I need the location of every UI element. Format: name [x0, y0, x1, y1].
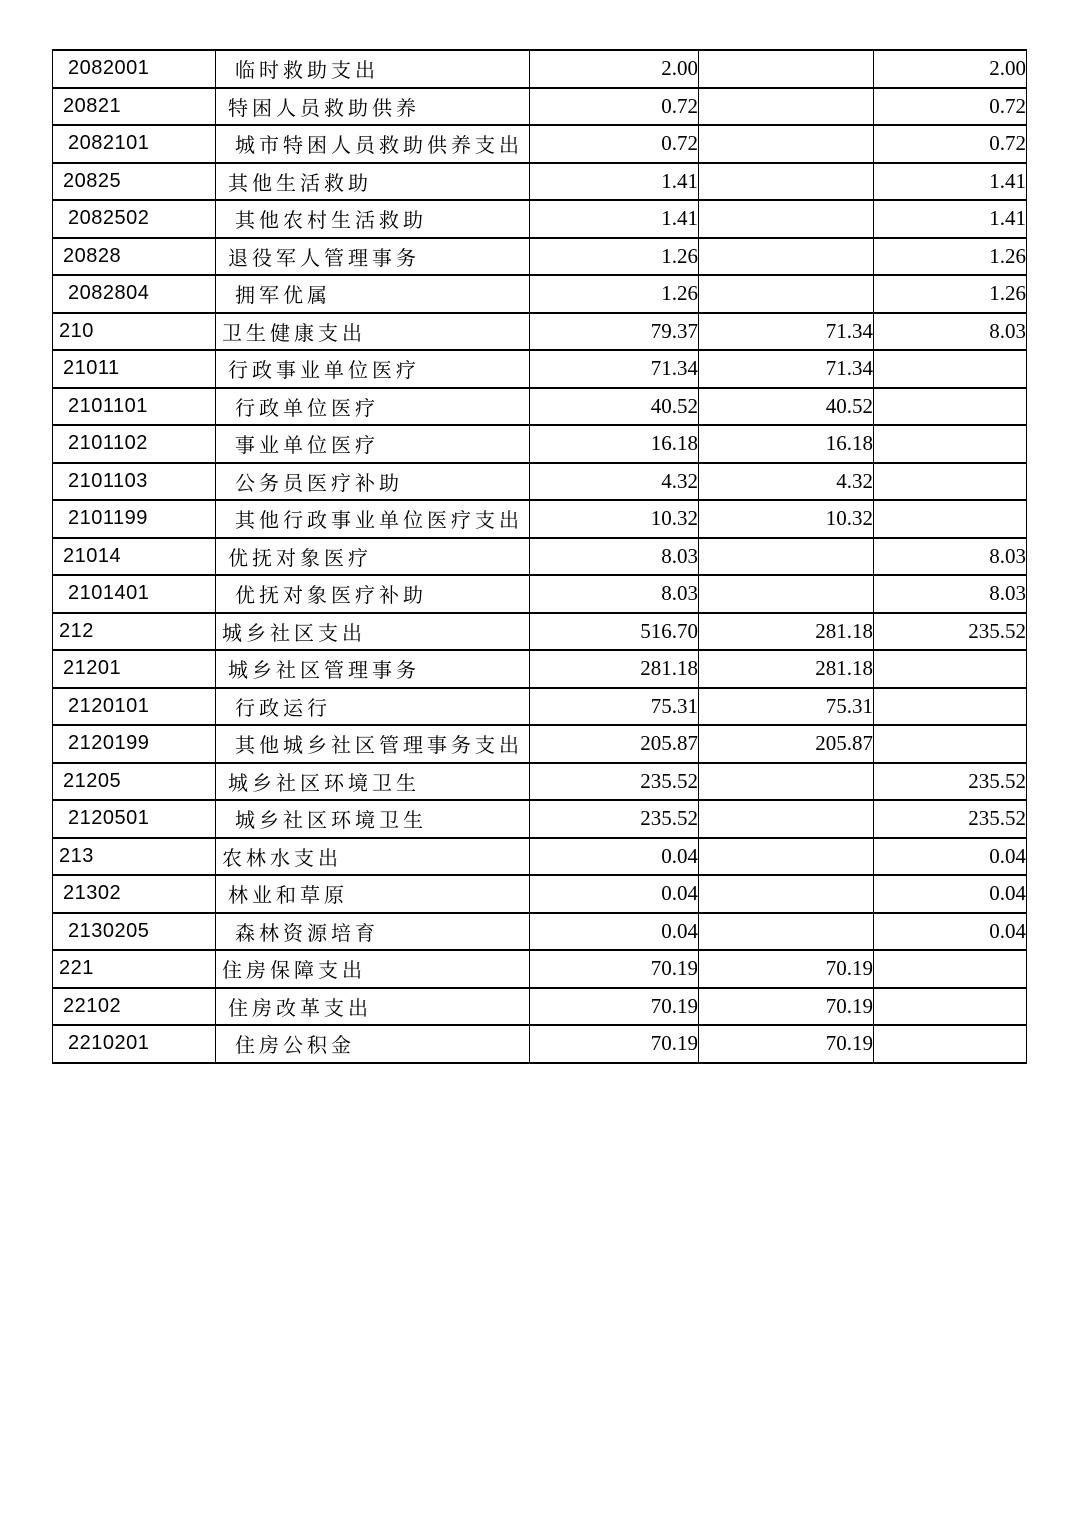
name-cell: 住房保障支出 [216, 950, 530, 988]
code-cell: 21011 [53, 350, 216, 388]
code-cell: 21205 [53, 763, 216, 801]
amount1-cell: 70.19 [530, 988, 699, 1026]
amount1-cell: 0.04 [530, 913, 699, 951]
table-row [53, 163, 1027, 201]
name-cell: 农林水支出 [216, 838, 530, 876]
amount2-cell [699, 575, 874, 613]
amount1-cell: 235.52 [530, 763, 699, 801]
amount2-cell: 70.19 [699, 1025, 874, 1063]
amount1-cell: 16.18 [530, 425, 699, 463]
amount3-cell: 0.72 [874, 88, 1027, 126]
amount3-cell: 0.04 [874, 913, 1027, 951]
code-cell: 2101199 [53, 500, 216, 538]
code-cell: 20828 [53, 238, 216, 276]
amount1-cell: 1.41 [530, 200, 699, 238]
code-cell: 2130205 [53, 913, 216, 951]
name-cell: 行政运行 [216, 688, 530, 726]
amount3-cell [874, 950, 1027, 988]
amount2-cell: 16.18 [699, 425, 874, 463]
name-cell: 优抚对象医疗补助 [216, 575, 530, 613]
amount2-cell: 281.18 [699, 613, 874, 651]
table-row [53, 50, 1027, 88]
amount1-cell: 205.87 [530, 725, 699, 763]
amount2-cell: 10.32 [699, 500, 874, 538]
name-cell: 城乡社区环境卫生 [216, 763, 530, 801]
table-row [53, 200, 1027, 238]
amount1-cell: 0.04 [530, 875, 699, 913]
code-cell: 2210201 [53, 1025, 216, 1063]
amount2-cell [699, 50, 874, 88]
amount2-cell: 40.52 [699, 388, 874, 426]
name-cell: 拥军优属 [216, 275, 530, 313]
code-cell: 2101101 [53, 388, 216, 426]
table-row [53, 238, 1027, 276]
amount3-cell [874, 425, 1027, 463]
amount2-cell: 205.87 [699, 725, 874, 763]
table-row [53, 538, 1027, 576]
code-cell: 2101102 [53, 425, 216, 463]
name-cell: 城乡社区管理事务 [216, 650, 530, 688]
name-cell: 其他行政事业单位医疗支出 [216, 500, 530, 538]
table-row [53, 125, 1027, 163]
table-row [53, 313, 1027, 351]
name-cell: 其他城乡社区管理事务支出 [216, 725, 530, 763]
table-row [53, 88, 1027, 126]
amount3-cell: 1.41 [874, 200, 1027, 238]
amount1-cell: 1.26 [530, 238, 699, 276]
amount3-cell: 0.04 [874, 838, 1027, 876]
table-row [53, 463, 1027, 501]
amount1-cell: 1.41 [530, 163, 699, 201]
table-row [53, 725, 1027, 763]
amount3-cell: 1.26 [874, 238, 1027, 276]
name-cell: 其他农村生活救助 [216, 200, 530, 238]
amount1-cell: 10.32 [530, 500, 699, 538]
table-row [53, 350, 1027, 388]
amount1-cell: 75.31 [530, 688, 699, 726]
amount3-cell [874, 725, 1027, 763]
amount1-cell: 79.37 [530, 313, 699, 351]
amount3-cell: 235.52 [874, 800, 1027, 838]
amount1-cell: 70.19 [530, 950, 699, 988]
table-row [53, 988, 1027, 1026]
code-cell: 2101401 [53, 575, 216, 613]
code-cell: 21014 [53, 538, 216, 576]
amount3-cell: 8.03 [874, 575, 1027, 613]
table-row [53, 763, 1027, 801]
amount1-cell: 40.52 [530, 388, 699, 426]
amount2-cell [699, 838, 874, 876]
amount2-cell: 4.32 [699, 463, 874, 501]
table-row [53, 1025, 1027, 1063]
table-row [53, 425, 1027, 463]
code-cell: 2120501 [53, 800, 216, 838]
amount2-cell [699, 163, 874, 201]
name-cell: 事业单位医疗 [216, 425, 530, 463]
table-row [53, 388, 1027, 426]
name-cell: 住房公积金 [216, 1025, 530, 1063]
amount1-cell: 8.03 [530, 575, 699, 613]
code-cell: 2120199 [53, 725, 216, 763]
code-cell: 21201 [53, 650, 216, 688]
amount2-cell: 75.31 [699, 688, 874, 726]
name-cell: 森林资源培育 [216, 913, 530, 951]
code-cell: 21302 [53, 875, 216, 913]
amount2-cell: 70.19 [699, 988, 874, 1026]
name-cell: 城乡社区环境卫生 [216, 800, 530, 838]
name-cell: 卫生健康支出 [216, 313, 530, 351]
name-cell: 行政事业单位医疗 [216, 350, 530, 388]
table-row [53, 613, 1027, 651]
amount3-cell [874, 988, 1027, 1026]
amount2-cell [699, 275, 874, 313]
amount1-cell: 71.34 [530, 350, 699, 388]
amount1-cell: 8.03 [530, 538, 699, 576]
amount1-cell: 0.04 [530, 838, 699, 876]
amount3-cell [874, 463, 1027, 501]
code-cell: 212 [53, 613, 216, 651]
table-row [53, 500, 1027, 538]
amount1-cell: 235.52 [530, 800, 699, 838]
amount3-cell: 8.03 [874, 313, 1027, 351]
name-cell: 林业和草原 [216, 875, 530, 913]
amount2-cell: 71.34 [699, 350, 874, 388]
code-cell: 2082804 [53, 275, 216, 313]
code-cell: 2082001 [53, 50, 216, 88]
amount2-cell: 71.34 [699, 313, 874, 351]
amount2-cell [699, 88, 874, 126]
amount3-cell: 1.41 [874, 163, 1027, 201]
table-row [53, 875, 1027, 913]
amount1-cell: 0.72 [530, 125, 699, 163]
amount1-cell: 70.19 [530, 1025, 699, 1063]
amount2-cell [699, 800, 874, 838]
code-cell: 20825 [53, 163, 216, 201]
amount3-cell [874, 650, 1027, 688]
amount3-cell: 235.52 [874, 763, 1027, 801]
code-cell: 2082502 [53, 200, 216, 238]
amount3-cell [874, 688, 1027, 726]
amount1-cell: 0.72 [530, 88, 699, 126]
amount2-cell [699, 538, 874, 576]
amount2-cell [699, 238, 874, 276]
amount3-cell [874, 1025, 1027, 1063]
code-cell: 2101103 [53, 463, 216, 501]
table-row [53, 575, 1027, 613]
amount2-cell: 281.18 [699, 650, 874, 688]
code-cell: 22102 [53, 988, 216, 1026]
budget-table-container [52, 49, 1027, 1064]
name-cell: 公务员医疗补助 [216, 463, 530, 501]
table-row [53, 650, 1027, 688]
code-cell: 213 [53, 838, 216, 876]
name-cell: 城乡社区支出 [216, 613, 530, 651]
amount2-cell [699, 125, 874, 163]
table-row [53, 913, 1027, 951]
amount3-cell [874, 500, 1027, 538]
table-row [53, 688, 1027, 726]
name-cell: 临时救助支出 [216, 50, 530, 88]
table-row [53, 950, 1027, 988]
amount2-cell [699, 913, 874, 951]
code-cell: 2120101 [53, 688, 216, 726]
amount1-cell: 2.00 [530, 50, 699, 88]
amount3-cell: 8.03 [874, 538, 1027, 576]
amount3-cell: 0.72 [874, 125, 1027, 163]
amount2-cell: 70.19 [699, 950, 874, 988]
name-cell: 退役军人管理事务 [216, 238, 530, 276]
amount1-cell: 1.26 [530, 275, 699, 313]
table-row [53, 800, 1027, 838]
amount1-cell: 4.32 [530, 463, 699, 501]
table-row [53, 275, 1027, 313]
code-cell: 20821 [53, 88, 216, 126]
name-cell: 其他生活救助 [216, 163, 530, 201]
amount3-cell: 2.00 [874, 50, 1027, 88]
budget-table [52, 49, 1027, 1064]
amount3-cell: 235.52 [874, 613, 1027, 651]
name-cell: 城市特困人员救助供养支出 [216, 125, 530, 163]
amount2-cell [699, 763, 874, 801]
amount1-cell: 281.18 [530, 650, 699, 688]
amount1-cell: 516.70 [530, 613, 699, 651]
code-cell: 2082101 [53, 125, 216, 163]
name-cell: 住房改革支出 [216, 988, 530, 1026]
amount3-cell: 0.04 [874, 875, 1027, 913]
table-row [53, 838, 1027, 876]
amount3-cell [874, 388, 1027, 426]
amount2-cell [699, 200, 874, 238]
name-cell: 行政单位医疗 [216, 388, 530, 426]
name-cell: 特困人员救助供养 [216, 88, 530, 126]
amount3-cell: 1.26 [874, 275, 1027, 313]
amount2-cell [699, 875, 874, 913]
code-cell: 221 [53, 950, 216, 988]
code-cell: 210 [53, 313, 216, 351]
name-cell: 优抚对象医疗 [216, 538, 530, 576]
amount3-cell [874, 350, 1027, 388]
